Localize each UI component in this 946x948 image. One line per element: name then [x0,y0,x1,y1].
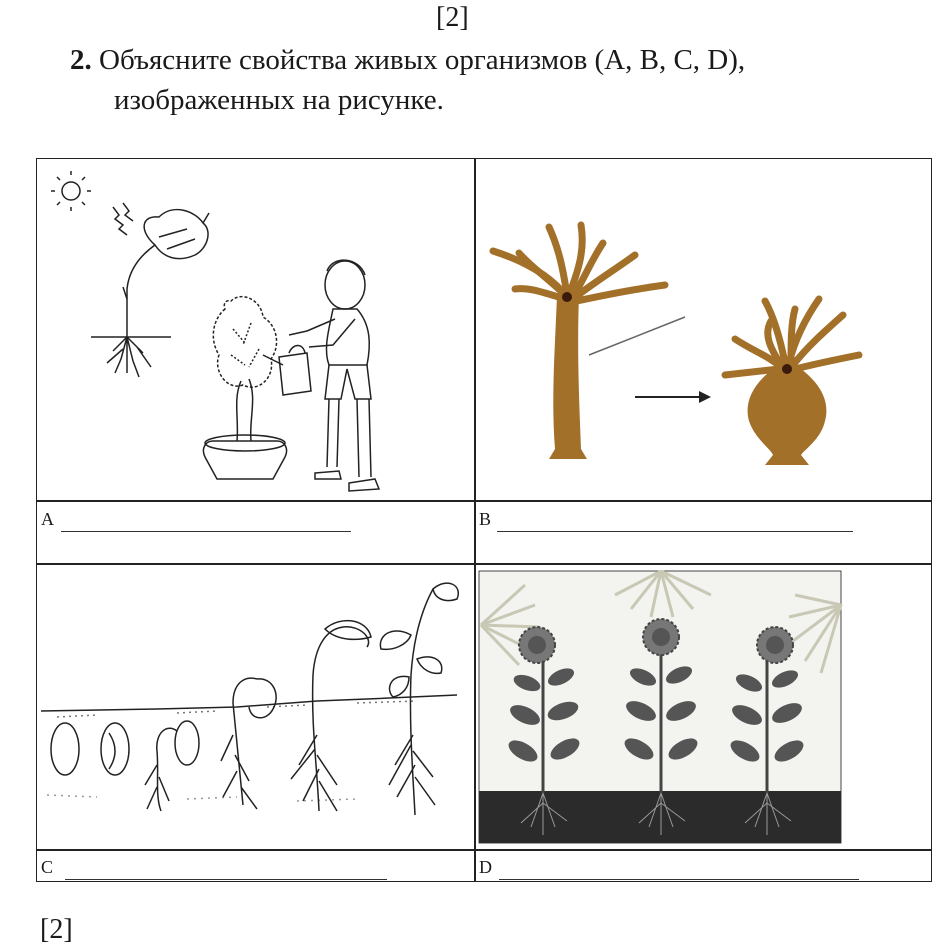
answer-line-d[interactable] [499,879,859,880]
question-number: 2. [70,44,92,76]
label-a: A [41,509,54,529]
panel-a-illustration [37,159,474,500]
answer-grid [36,158,932,882]
question-line-1: Объясните свойства живых организмов (A, B, C, D), [99,44,746,76]
panel-b-illustration [475,159,933,500]
hydra-contracted-body [748,369,827,465]
label-d: D [479,857,492,877]
sunflowers-drawing [475,565,933,849]
sun-icon [51,171,91,211]
score-top: [2] [436,2,469,33]
hydra-drawing [475,159,933,500]
soil [479,791,841,843]
hydra-contracted [725,299,859,375]
label-b: B [479,509,492,529]
panel-d-illustration [475,565,933,849]
panel-c-illustration [37,565,474,849]
answer-line-c[interactable] [65,879,387,880]
grid-divider-a-label [37,500,931,502]
question-line-2: изображенных на рисунке. [114,84,444,116]
answer-line-b[interactable] [497,531,853,532]
score-bottom: [2] [40,914,73,945]
watering-plant-drawing [37,159,474,500]
label-c: C [41,857,54,877]
question-text [70,40,930,120]
grid-divider-c-label [37,849,931,851]
germination-drawing [37,565,474,849]
hydra-extended [493,225,665,301]
answer-line-a[interactable] [61,531,351,532]
hydra-extended-body [549,295,587,459]
right-arrow-icon [635,391,711,403]
